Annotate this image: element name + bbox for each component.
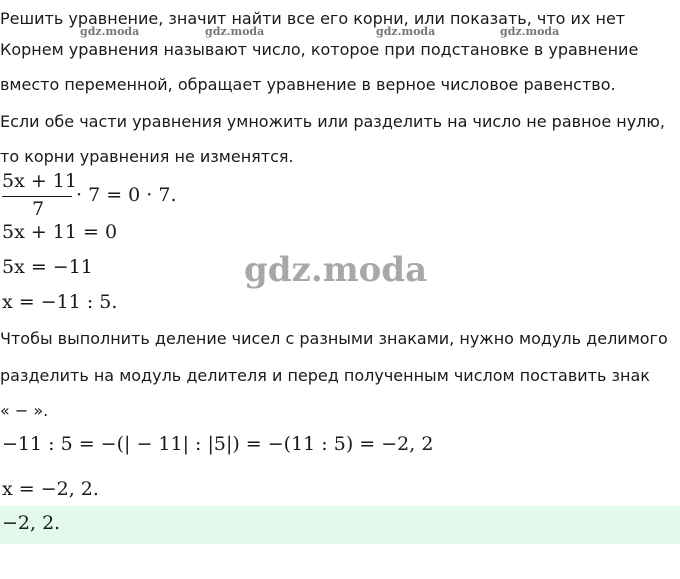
equation-5: x = −2, 2.	[2, 478, 99, 500]
equation-2: 5x = −11	[2, 256, 93, 278]
watermark-small-4: gdz.moda	[500, 25, 560, 38]
equation-4: −11 : 5 = −(| − 11| : |5|) = −(11 : 5) = −2, 2	[2, 433, 434, 455]
equation-3: x = −11 : 5.	[2, 291, 118, 313]
watermark-small-3: gdz.moda	[376, 25, 436, 38]
text-line-7: разделить на модуль делителя и перед полученным числом поставить знак	[0, 366, 650, 385]
text-line-1: Решить уравнение, значит найти все его корни, или показать, что их нет	[0, 9, 626, 28]
text-line-3: вместо переменной, обращает уравнение в верное числовое равенство.	[0, 75, 616, 94]
watermark-big: gdz.moda	[244, 250, 428, 290]
fraction-bar	[2, 196, 72, 197]
text-line-2: Корнем уравнения называют число, которое при подстановке в уравнение	[0, 40, 639, 59]
watermark-small-1: gdz.moda	[80, 25, 140, 38]
fraction-denominator: 7	[32, 198, 45, 220]
answer-value: −2, 2.	[2, 512, 61, 534]
text-line-8: « − ».	[0, 401, 49, 420]
fraction-rest: · 7 = 0 · 7.	[76, 184, 177, 206]
equation-1: 5x + 11 = 0	[2, 221, 118, 243]
text-line-6: Чтобы выполнить деление чисел с разными знаками, нужно модуль делимого	[0, 329, 668, 348]
fraction-numerator: 5x + 11	[2, 170, 77, 192]
watermark-small-2: gdz.moda	[205, 25, 265, 38]
answer-box	[0, 506, 680, 544]
text-line-4: Если обе части уравнения умножить или разделить на число не равное нулю,	[0, 112, 665, 131]
text-line-5: то корни уравнения не изменятся.	[0, 147, 294, 166]
